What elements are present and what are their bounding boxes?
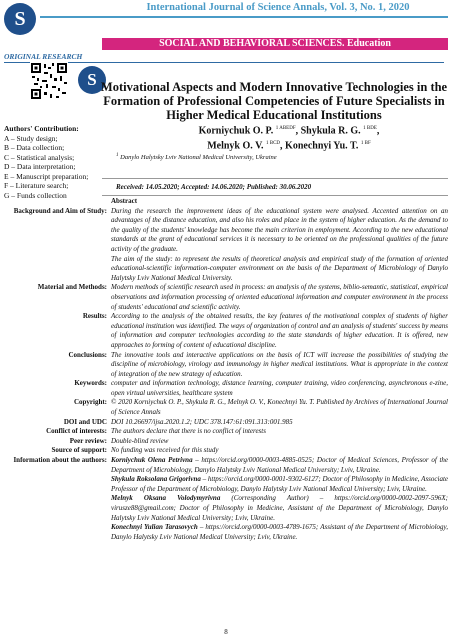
author-list: Korniychuk O. P. $^{1 ABEDF}$, Shykula R. G. $^{1 BDE}$, Melnyk O. V. $^{1 BCD}$, Konechnyi Yu. T. $^{1 BF}$ — [198, 125, 380, 152]
divider — [102, 178, 448, 179]
article-title: Motivational Aspects and Modern Innovative Technologies in the Formation of Professional Competencies of Future Specialists in Higher Medical Educational Institutions — [100, 80, 448, 122]
label-methods: Material and Methods: — [37, 283, 107, 292]
label-conclusions: Conclusions: — [68, 350, 107, 359]
author-info-name: Melnyk Oksana Volodymyrivna — [111, 494, 221, 503]
source-text: No funding was received for this study — [111, 446, 219, 455]
contributions-heading: Authors' Contribution: — [4, 124, 79, 133]
author-info-text: – https://orcid.org/0000-0001-9302-6127; Doctor of Philosophy in Medicine, Associate Professor of the Department of Microbiology, Danylo Halytsky Lviv National Medical University; Lviv, Ukraine. — [111, 475, 448, 493]
label-peer-review: Peer review: — [69, 436, 107, 445]
abstract-heading: Abstract — [111, 197, 138, 205]
article-dates: Received: 14.05.2020; Accepted: 14.06.2020; Published: 30.06.2020 — [116, 183, 312, 191]
author-info-text: – https://orcid.org/0000-0003-4885-0525; Doctor of Medical Sciences, Professor of the Department of Microbiology, Danylo Halytsky Lviv National Medical University; Lviv, Ukraine. — [111, 456, 448, 474]
journal-logo: S — [4, 3, 36, 35]
peer-review-text: Double-blind review — [111, 436, 169, 445]
affiliation-number: 1 — [116, 153, 119, 158]
qr-journal-logo: S — [78, 66, 106, 94]
author-info — [111, 456, 448, 542]
abstract-background — [111, 207, 448, 284]
conclusions-text: The innovative tools and interactive applications on the basis of ICT will increase the possibilities of studying the discipline of microbiology, virology and immunology in higher medical institutions. What is appropriate in the context of integration of the new strategy of education. — [111, 350, 448, 378]
label-keywords: Keywords: — [74, 379, 107, 388]
label-doi: DOI and UDC — [63, 417, 107, 426]
label-author-info: Information about the authors: — [13, 456, 107, 465]
header-divider — [40, 16, 448, 18]
author-contributions — [4, 124, 124, 200]
contribution-item: G – Funds collection — [4, 190, 67, 200]
contribution-item: B – Data collection; — [4, 143, 65, 152]
contribution-item: D – Data interpretation; — [4, 162, 76, 171]
author-info-text: (Corresponding Author) – https://orcid.org/0000-0002-2097-596X; virusze88@gmail.com; Doctor of Philosophy in Medicine, Assistant of the Department of Microbiology, Danylo Halytsky Lviv National Medical University; Lviv, Ukraine. — [111, 494, 448, 522]
affiliation-text: Danylo Halytsky Lviv National Medical University, Ukraine — [120, 154, 277, 162]
doi-text: DOI 10.26697/ijsa.2020.1.2; UDC 378.147:61:091.313:001.985 — [111, 417, 293, 426]
label-copyright: Copyright: — [73, 398, 107, 407]
conflict-text: The authors declare that there is no conflict of interests — [111, 427, 266, 436]
qr-code — [30, 62, 68, 100]
author-name: Korniychuk O. P. — [198, 125, 274, 137]
author-info-name: Korniychuk Olena Petrivna — [111, 456, 193, 465]
section-banner: SOCIAL AND BEHAVIORAL SCIENCES. Education — [102, 38, 448, 50]
label-results: Results: — [82, 312, 107, 321]
background-text: During the research the improvement ideas of the educational system were analysed. Accented attention on an advantages of the distance education, and also his roles and place in the system of higher education. As the demand to the quality of the students' knowledge has become the main criterion in employment. According to the new educational standards at the grant of educational services it is necessary to be oriented on the professional qualities of the future activity of the graduate. — [111, 206, 448, 253]
keywords-text: computer and information technology, distance learning, computer training, video conferencing, asynchronous e-zine, open virtual universities, healthcare system — [111, 379, 448, 397]
divider — [102, 195, 448, 196]
page-number: 8 — [224, 628, 228, 636]
author-info-text: – https://orcid.org/0000-0003-4789-1675; Assistant of the Department of Microbiology, Danylo Halytsky Lviv National Medical University; Lviv, Ukraine. — [111, 523, 449, 541]
author-roles: 1 BDE — [363, 126, 377, 131]
author-roles: 1 BCD — [266, 141, 281, 147]
copyright-text: © 2020 Korniychuk O. P., Shykula R. G., Melnyk O. V., Konechnyi Yu. T. Published by Archives of International Journal of Science Annals — [111, 398, 448, 417]
label-source: Source of support: — [51, 446, 107, 455]
methods-text: Modern methods of scientific research used in process: an analysis of the systems, biblio-semantic, statistical, empirical observations and information processing of oriented educational information and computer environment in the process of students' educational and scientific activity. — [111, 283, 448, 311]
contribution-item: F – Literature search; — [4, 181, 69, 190]
contribution-item: A – Study design; — [4, 133, 58, 143]
author-name: Melnyk O. V. — [207, 140, 264, 152]
abstract-table — [4, 197, 448, 542]
author-name: Shykula R. G. — [300, 125, 361, 137]
author-roles: 1 ABEDF — [275, 126, 296, 131]
label-background: Background and Aim of Study: — [13, 206, 107, 215]
author-info-name: Shykula Roksolana Grigorivna — [111, 475, 201, 484]
contribution-item: E – Manuscript preparation; — [4, 171, 89, 181]
journal-title: International Journal of Science Annals, Vol. 3, No. 1, 2020 — [146, 2, 410, 13]
article-type: ORIGINAL RESEARCH — [4, 52, 444, 63]
author-info-name: Konechnyi Yulian Tarasovych — [111, 523, 198, 532]
affiliation — [116, 153, 277, 161]
label-conflict: Conflict of interests: — [46, 427, 107, 436]
author-name: Konechnyi Yu. T. — [285, 140, 359, 152]
aim-text: The aim of the study: to represent the results of theoretical analysis and empirical study of the formation of oriented educational-scientific information-computer environment on the basis of the Department of Microbiology of Danylo Halytsky Lviv National Medical University. — [111, 254, 448, 282]
author-roles: 1 BF — [360, 141, 371, 147]
results-text: According to the analysis of the obtained results, the key features of the motivational complex of students of higher educational institution was identified. The ways of organization of control and an analysis of students' success by means of information and computer technologies according to the state standards of higher education. It is offered, new approaches to forming of content of educational discipline. — [111, 312, 448, 349]
contribution-item: C – Statistical analysis; — [4, 152, 75, 162]
